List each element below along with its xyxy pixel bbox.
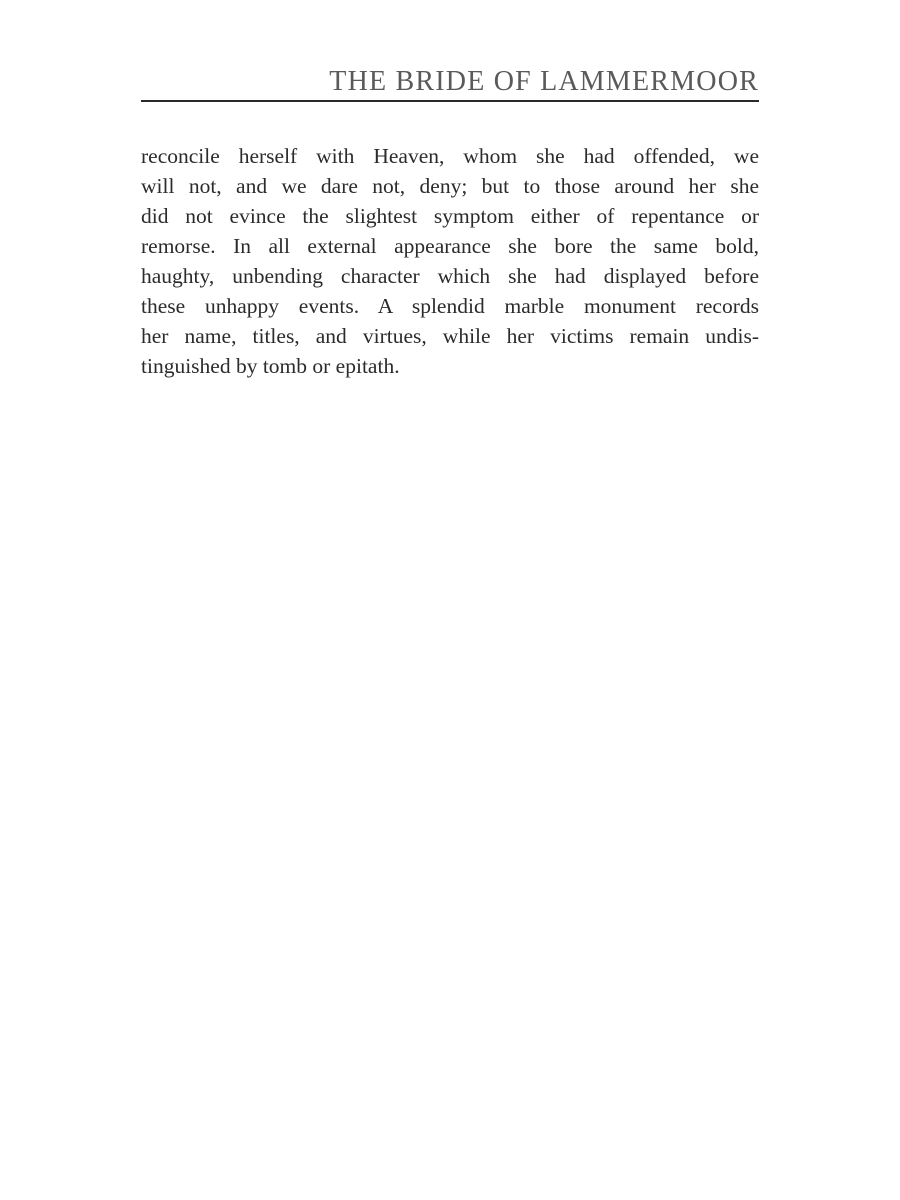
text-line: her name, titles, and virtues, while her victims remain undis- (141, 324, 759, 348)
text-line: haughty, unbending character which she had displayed before (141, 264, 759, 288)
text-line: these unhappy events. A splendid marble monument records (141, 294, 759, 318)
running-head-title: THE BRIDE OF LAMMERMOOR (329, 66, 759, 97)
text-line: will not, and we dare not, deny; but to those around her she (141, 174, 759, 198)
text-line: remorse. In all external appearance she bore the same bold, (141, 234, 759, 258)
text-line: reconcile herself with Heaven, whom she had offended, we (141, 144, 759, 168)
body-paragraph (141, 141, 759, 381)
text-line: did not evince the slightest symptom either of repentance or (141, 204, 759, 228)
header-rule (141, 100, 759, 102)
text-line: tinguished by tomb or epitath. (141, 354, 400, 378)
